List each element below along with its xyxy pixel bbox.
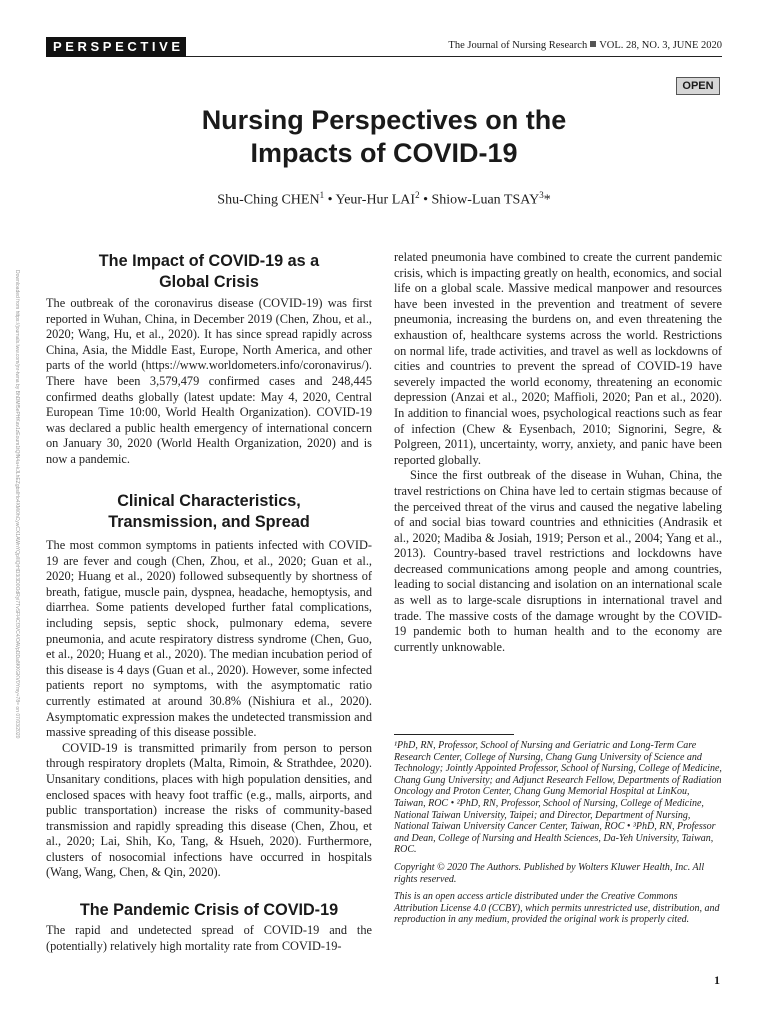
article-title-line-2: Impacts of COVID-19	[250, 138, 518, 168]
body-paragraph: related pneumonia have combined to create the current pandemic crisis, which is impacting greatly on health, economics, and social life on a global scale. Massive medical manpower and resources have been invested in the prevention and treatment of severe pneumonia, increasing the burdens on, and even threatening the exhaustion of, healthcare systems across the world. Restrictions on normal life, trade activities, and travel as well as lockdowns of cities and countries to prevent the spread of COVID-19 have severely impacted the world economy, threatening an economic depression (Anzai et al., 2020; Maffioli, 2020; Pan et al., 2020). In addition to financial woes, psychological reactions such as fear of infection (Chew & Eysenbach, 2010; Signorini, Segre, & Polgreen, 2011), uncertainty, worry, anxiety, and panic have been reported globally.	[394, 250, 722, 467]
author-separator: •	[423, 192, 428, 208]
corresponding-author-mark: *	[543, 192, 551, 208]
footnotes	[394, 734, 722, 926]
journal-name: The Journal of Nursing Research	[448, 40, 588, 51]
author-affiliation-mark: 1	[319, 190, 325, 200]
journal-volume: VOL. 28, NO. 3, JUNE 2020	[599, 40, 722, 51]
header-rule	[186, 56, 722, 57]
author-separator: •	[327, 192, 333, 208]
author-name: Shu-Ching CHEN	[217, 192, 320, 208]
author-affiliation-mark: 2	[415, 190, 420, 200]
body-paragraph: The rapid and undetected spread of COVID-19 and the (potentially) relatively high mortality rate from COVID-19-	[46, 923, 372, 953]
section-impact	[46, 251, 372, 468]
author-list	[84, 190, 684, 209]
author-name: Yeur-Hur LAI	[335, 192, 416, 208]
section-clinical	[46, 491, 372, 881]
section-heading: The Impact of COVID-19 as a Global Crisis	[98, 252, 320, 291]
body-paragraph: COVID-19 is transmitted primarily from person to person through respiratory droplets (Malta, Rimoin, & Strathdee, 2020). Unsanitary conditions, places with high population densities, and enclosed spaces with heavy foot traffic (e.g., malls, airports, and public transportation) increase the risks of community-based transmission and rapidly spreading this disease (Chen, Zhou, et al., 2020; Lai, Shih, Ko, Tang, & Hsueh, 2020). Furthermore, clusters of nosocomial infections have occurred in hospitals (Wang, Wang, Chen, & Qin, 2020).	[46, 740, 372, 880]
author-affiliations: ¹PhD, RN, Professor, School of Nursing and Geriatric and Long-Term Care Research Center, College of Nursing, Chang Gung University of Science and Technology; Jointly Appointed Professor, School of Nursing, College of Medicine, Chang Gung University; and Adjunct Research Fellow, Departments of Radiation Oncology and Proton Center, Chang Gung Memorial Hospital at LinKou, Taiwan, ROC • ²PhD, RN, Professor, School of Nursing, College of Medicine, National Taiwan University, Taipei; and Director, Department of Nursing, National Taiwan University Cancer Center, Taiwan, ROC • ³PhD, RN, Professor and Dean, College of Nursing and Health Sciences, Da-Yeh University, Taiwan, ROC.	[394, 740, 722, 856]
body-paragraph: The outbreak of the coronavirus disease (COVID-19) was first reported in Wuhan, China, in December 2019 (Chen, Zhou, et al., 2020; Wang, Hu, et al., 2020). It has since spread rapidly across China, Asia, the Middle East, Europe, North America, and other parts of the world (https://www.worldometers.info/coronavirus/). There have been 3,579,479 confirmed cases and 248,445 confirmed deaths globally (latest update: May 4, 2020, Central European Time 10:00, World Health Organization). COVID-19 was declared a public health emergency of international concern on January 30, 2020 (World Health Organization, 2020) and is now a pandemic.	[46, 296, 372, 466]
section-heading: The Pandemic Crisis of COVID-19	[79, 901, 339, 919]
section-label: PERSPECTIVE	[46, 37, 186, 57]
author-name: Shiow-Luan TSAY	[431, 192, 540, 208]
section-pandemic-crisis-continued	[394, 250, 722, 655]
article-title-line-1: Nursing Perspectives on the	[201, 105, 567, 135]
body-paragraph: Since the first outbreak of the disease in Wuhan, China, the travel restrictions on China have led to certain stigmas because of the perceived threat of the virus and caused the negative labeling of and social bias toward countries and ethnicities (Andrasik et al., 2020; Madiba & Josiah, 1919; Person et al., 2004; Yang et al., 2013). Country-based travel restrictions and lockdowns have decreased communications among people and among countries, leading to social distancing and isolation on an international scale as well as to large-scale disruptions in international travel and trade. The massive costs of the damage wrought by the COVID-19 pandemic both to human health and to the economy are currently unknowable.	[394, 468, 722, 654]
license-notice: This is an open access article distributed under the Creative Commons Attribution License 4.0 (CCBY), which permits unrestricted use, distribution, and reproduction in any medium, provided the original work is properly cited.	[394, 891, 720, 926]
section-heading: Clinical Characteristics, Transmission, and Spread	[108, 492, 310, 531]
square-bullet-icon	[590, 41, 596, 47]
copyright-notice: Copyright © 2020 The Authors. Published by Wolters Kluwer Health, Inc. All rights reserved.	[394, 861, 705, 885]
journal-citation	[448, 40, 722, 51]
open-access-badge: OPEN	[676, 77, 720, 95]
author-affiliation-mark: 3	[539, 190, 544, 200]
footnote-rule	[394, 734, 514, 735]
page-number: 1	[714, 973, 720, 987]
section-pandemic-crisis	[46, 900, 372, 954]
body-paragraph: The most common symptoms in patients infected with COVID-19 are fever and cough (Chen, Zhou, et al., 2020; Guan et al., 2020; Huang et al., 2020) followed subsequently by shortness of breath, fatigue, muscle pain, dyspnea, headache, hemoptysis, and diarrhea. Some patients developed further fatal complications, including sepsis, septic shock, pulmonary edema, severe pneumonia, and acute respiratory distress syndrome (Chen, Guo, et al., 2020; Huang et al., 2020). The median incubation period of this disease is 4 days (Guan et al., 2020). However, some infected patients report no symptoms, with the asymptomatic ratio currently estimated at around 30.8% (Nishiura et al., 2020). Asymptomatic expression makes the undetected transmission and massive spreading of this disease possible.	[46, 538, 372, 740]
download-watermark: Downloaded from https://journals.lww.com/jnr-twna by BhDMf5ePHKav1zEoum1tQfN4a+kJLhEZgbsIHo4XMi0hCywCX1AWnYQp/IlQrHD3i3D0OdRyi7TvSFl4Cf3VC4/OAVpDDa8KKGKV0Ymy+78= on 07/03/2020	[14, 270, 20, 739]
